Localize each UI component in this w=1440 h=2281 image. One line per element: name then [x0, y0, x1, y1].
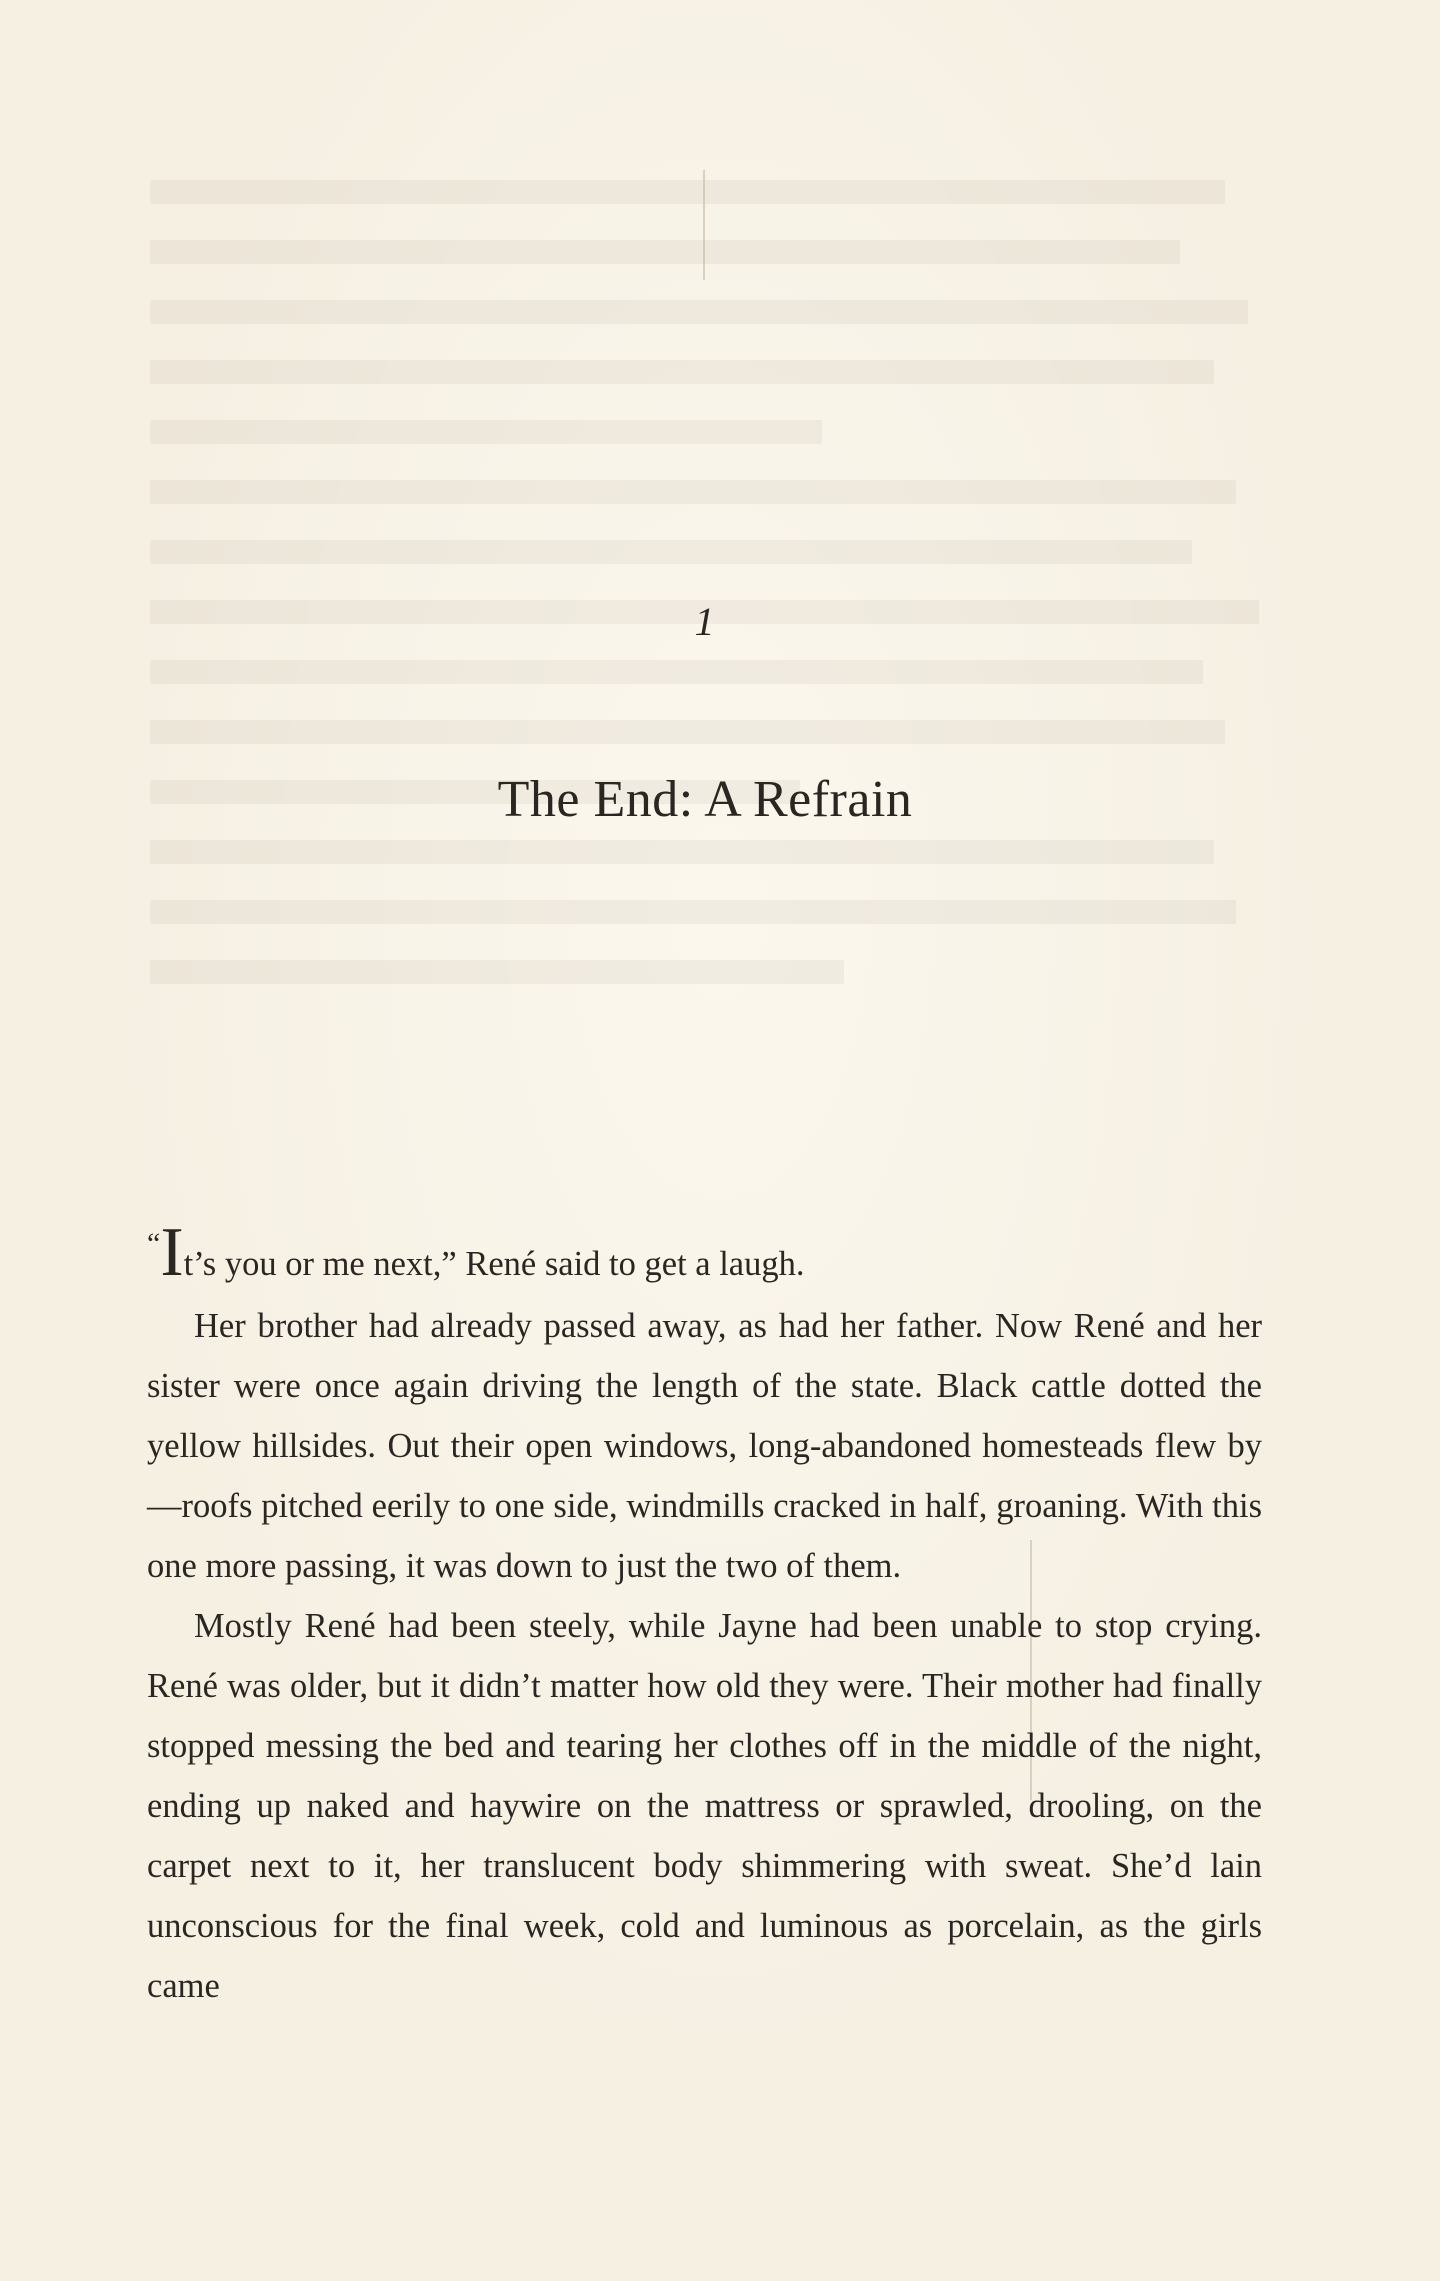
paragraph — [147, 1214, 1262, 1296]
drop-cap: I — [160, 1214, 184, 1291]
opening-quote-mark: “ — [147, 1227, 161, 1260]
chapter-body — [147, 1214, 1262, 2016]
paragraph: Her brother had already passed away, as had her father. Now René and her sister were once again driving the length of the state. Black cattle dotted the yellow hillsides. Out their open windows, long-abandoned homesteads flew by—roofs pitched eerily to one side, windmills cracked in half, groaning. With this one more passing, it was down to just the two of them. — [147, 1307, 1262, 1585]
chapter-title: The End: A Refrain — [497, 771, 913, 828]
chapter-number: 1 — [694, 599, 716, 644]
paper-crease — [703, 170, 705, 280]
paragraph-text: t’s you or me next,” René said to get a laugh. — [183, 1245, 805, 1283]
paragraph: Mostly René had been steely, while Jayne had been unable to stop crying. René was older, but it didn’t matter how old they were. Their mother had finally stopped messing the bed and tearing her clothes off in the middle of the night, ending up naked and haywire on the mattress or sprawled, drooling, on the carpet next to it, her translucent body shimmering with sweat. She’d lain unconscious for the final week, cold and luminous as porcelain, as the girls came — [147, 1607, 1262, 2005]
